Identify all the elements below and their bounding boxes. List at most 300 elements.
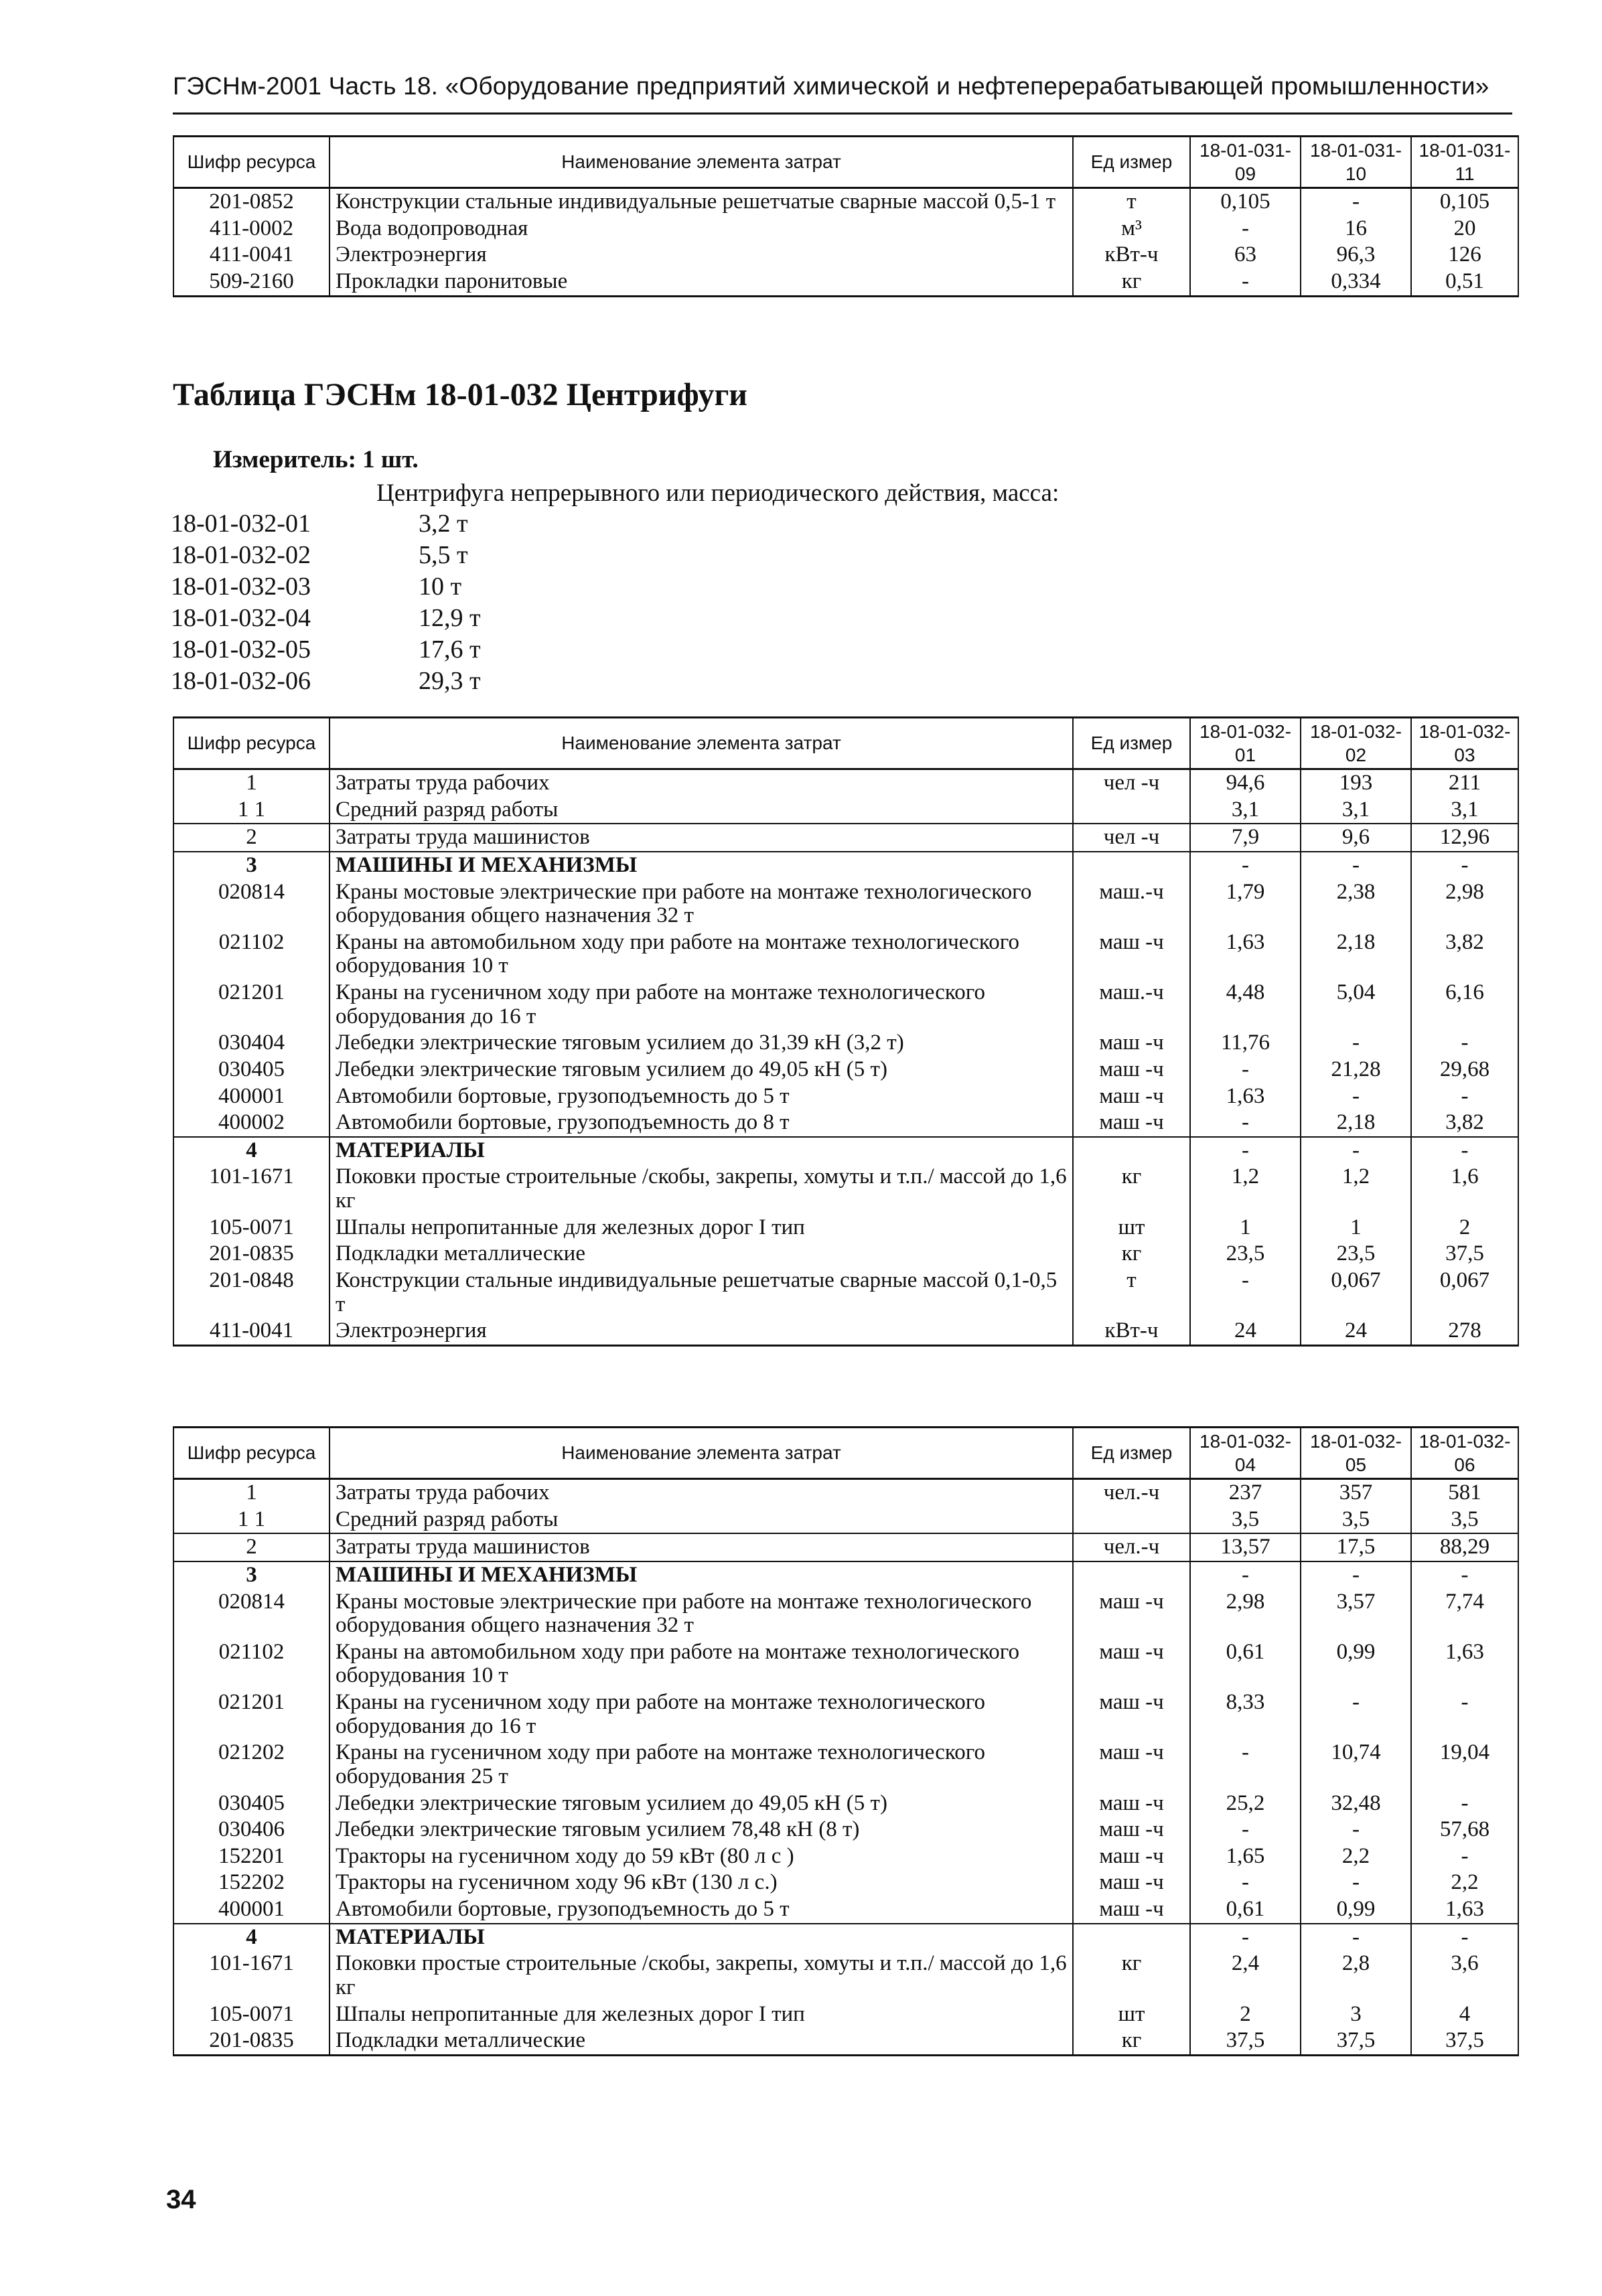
header-norm-code: 18-01-031-10 (1301, 137, 1411, 188)
norm-value: - (1190, 1109, 1301, 1137)
header-code: Шифр ресурса (173, 1428, 330, 1479)
resource-unit: т (1073, 1268, 1190, 1318)
resource-code: 021201 (173, 1689, 330, 1740)
resource-unit: маш -ч (1073, 1030, 1190, 1057)
norm-value: - (1301, 1137, 1411, 1164)
table-row (173, 852, 1518, 879)
resource-code: 400001 (173, 1083, 330, 1110)
header-norm-code: 18-01-032-04 (1190, 1428, 1301, 1479)
resource-name: Поковки простые строительные /скобы, закрепы, хомуты и т.п./ массой до 1,6 кг (330, 1950, 1073, 2001)
resource-code: 030405 (173, 1790, 330, 1817)
variant-mass: 29,3 т (419, 667, 481, 695)
norm-value: - (1190, 1817, 1301, 1843)
norm-value: 13,57 (1190, 1533, 1301, 1561)
norm-value: 4,48 (1190, 980, 1301, 1030)
resource-unit: маш -ч (1073, 1109, 1190, 1137)
norm-value: 2,18 (1301, 1109, 1411, 1137)
resource-unit: маш -ч (1073, 1689, 1190, 1740)
header-norm-code: 18-01-032-01 (1190, 718, 1301, 769)
variant-mass: 10 т (419, 572, 462, 601)
norm-value: 3,5 (1190, 1507, 1301, 1534)
resource-code: 509-2160 (173, 269, 330, 296)
resource-code: 1 1 (173, 1507, 330, 1534)
norm-value: 0,51 (1411, 269, 1518, 296)
resource-unit: чел -ч (1073, 769, 1190, 797)
table-row (173, 269, 1518, 296)
resource-name: Автомобили бортовые, грузоподъемность до 5 т (330, 1896, 1073, 1924)
resource-code: 411-0002 (173, 216, 330, 242)
norm-value: 126 (1411, 242, 1518, 269)
norm-value: 1,63 (1190, 929, 1301, 980)
norm-value: - (1190, 1740, 1301, 1790)
variant-code: 18-01-032-06 (171, 667, 311, 695)
table-row (173, 1268, 1518, 1318)
norm-value: 1,63 (1411, 1896, 1518, 1924)
resource-code: 030404 (173, 1030, 330, 1057)
resource-code: 021201 (173, 980, 330, 1030)
resource-unit: маш -ч (1073, 1869, 1190, 1896)
resource-name: Лебедки электрические тяговым усилием до 31,39 кН (3,2 т) (330, 1030, 1073, 1057)
resource-code: 1 (173, 769, 330, 797)
table-row (173, 1137, 1518, 1164)
resource-name: МАТЕРИАЛЫ (330, 1924, 1073, 1951)
resource-name: Затраты труда рабочих (330, 769, 1073, 797)
variant-item (171, 540, 481, 572)
table-row (173, 1843, 1518, 1870)
table-row (173, 1533, 1518, 1561)
norm-value: 32,48 (1301, 1790, 1411, 1817)
resource-unit: маш -ч (1073, 1639, 1190, 1689)
norm-value: 3,5 (1411, 1507, 1518, 1534)
table-row (173, 1507, 1518, 1534)
norm-value: - (1301, 1030, 1411, 1057)
header-norm-code: 18-01-031-09 (1190, 137, 1301, 188)
header-unit: Ед измер (1073, 137, 1190, 188)
resource-code: 1 (173, 1479, 330, 1507)
table-row (173, 2001, 1518, 2028)
resource-name: Подкладки металлические (330, 2027, 1073, 2055)
norm-value: - (1301, 1561, 1411, 1589)
norm-value: 3,1 (1301, 797, 1411, 824)
norm-value: 37,5 (1301, 2027, 1411, 2055)
norm-value: - (1301, 188, 1411, 216)
resource-unit: чел.-ч (1073, 1479, 1190, 1507)
resource-table-032-b (173, 1426, 1519, 2056)
resource-unit: чел.-ч (1073, 1533, 1190, 1561)
resource-name: МАТЕРИАЛЫ (330, 1137, 1073, 1164)
resource-name: Конструкции стальные индивидуальные решетчатые сварные массой 0,5-1 т (330, 188, 1073, 216)
resource-name: Электроэнергия (330, 242, 1073, 269)
resource-unit: маш -ч (1073, 1790, 1190, 1817)
norm-value: 1,63 (1190, 1083, 1301, 1110)
resource-name: Краны на гусеничном ходу при работе на монтаже технологического оборудования 25 т (330, 1740, 1073, 1790)
norm-value: - (1190, 1869, 1301, 1896)
norm-value: 8,33 (1190, 1689, 1301, 1740)
resource-code: 2 (173, 1533, 330, 1561)
norm-value: 24 (1190, 1318, 1301, 1345)
norm-value: 94,6 (1190, 769, 1301, 797)
norm-value: 16 (1301, 216, 1411, 242)
resource-code: 2 (173, 824, 330, 852)
variant-mass: 3,2 т (419, 510, 468, 538)
resource-name: Затраты труда машинистов (330, 1533, 1073, 1561)
norm-value: - (1190, 1057, 1301, 1083)
norm-value: 4 (1411, 2001, 1518, 2028)
resource-name: Лебедки электрические тяговым усилием до 49,05 кН (5 т) (330, 1057, 1073, 1083)
variant-code: 18-01-032-02 (171, 541, 311, 569)
norm-value: 1 (1301, 1215, 1411, 1241)
norm-value: 0,105 (1411, 188, 1518, 216)
resource-unit (1073, 797, 1190, 824)
resource-code: 030406 (173, 1817, 330, 1843)
resource-name: Шпалы непропитанные для железных дорог I тип (330, 2001, 1073, 2028)
meter-label: Измеритель: 1 шт. (213, 446, 419, 473)
resource-code: 1 1 (173, 797, 330, 824)
resource-unit (1073, 1924, 1190, 1951)
table-header-row (173, 137, 1518, 188)
table-row (173, 1639, 1518, 1689)
norm-value: 0,61 (1190, 1639, 1301, 1689)
norm-value: 37,5 (1411, 2027, 1518, 2055)
table-row (173, 824, 1518, 852)
norm-value: 11,76 (1190, 1030, 1301, 1057)
norm-value: 1,65 (1190, 1843, 1301, 1870)
table-row (173, 1479, 1518, 1507)
norm-value: - (1411, 1083, 1518, 1110)
table-row (173, 1083, 1518, 1110)
table-row (173, 1241, 1518, 1268)
resource-code: 400002 (173, 1109, 330, 1137)
norm-value: - (1411, 1790, 1518, 1817)
table-row (173, 2027, 1518, 2055)
norm-value: 5,04 (1301, 980, 1411, 1030)
table-row (173, 242, 1518, 269)
resource-unit: кВт-ч (1073, 1318, 1190, 1345)
resource-name: Тракторы на гусеничном ходу 96 кВт (130 л с.) (330, 1869, 1073, 1896)
resource-unit: маш -ч (1073, 1057, 1190, 1083)
resource-name: Краны на автомобильном ходу при работе на монтаже технологического оборудования 10 т (330, 929, 1073, 980)
resource-name: МАШИНЫ И МЕХАНИЗМЫ (330, 852, 1073, 879)
resource-code: 152201 (173, 1843, 330, 1870)
norm-value: 3 (1301, 2001, 1411, 2028)
norm-value: 0,067 (1411, 1268, 1518, 1318)
variant-item (171, 509, 481, 540)
resource-code: 201-0835 (173, 2027, 330, 2055)
resource-unit: маш -ч (1073, 1740, 1190, 1790)
resource-unit: маш.-ч (1073, 980, 1190, 1030)
norm-value: 6,16 (1411, 980, 1518, 1030)
resource-unit: кг (1073, 269, 1190, 296)
norm-value: 37,5 (1190, 2027, 1301, 2055)
resource-unit: кг (1073, 1241, 1190, 1268)
norm-value: 3,82 (1411, 1109, 1518, 1137)
norm-value: 0,99 (1301, 1639, 1411, 1689)
resource-unit (1073, 1561, 1190, 1589)
norm-value: - (1301, 1689, 1411, 1740)
resource-code: 021102 (173, 1639, 330, 1689)
resource-code: 201-0852 (173, 188, 330, 216)
norm-value: 24 (1301, 1318, 1411, 1345)
norm-value: 2,98 (1190, 1589, 1301, 1639)
header-name: Наименование элемента затрат (330, 718, 1073, 769)
norm-value: 2,98 (1411, 879, 1518, 929)
variant-item (171, 572, 481, 603)
variant-mass: 17,6 т (419, 635, 481, 664)
resource-unit: маш -ч (1073, 1843, 1190, 1870)
table-header-row (173, 1428, 1518, 1479)
norm-value: - (1301, 1924, 1411, 1951)
header-norm-code: 18-01-032-03 (1411, 718, 1518, 769)
norm-value: - (1190, 1924, 1301, 1951)
variant-list (171, 509, 481, 698)
page-number: 34 (166, 2185, 196, 2214)
norm-value: 9,6 (1301, 824, 1411, 852)
table-row (173, 216, 1518, 242)
variant-code: 18-01-032-01 (171, 510, 311, 538)
header-name: Наименование элемента затрат (330, 137, 1073, 188)
norm-value: 1,6 (1411, 1164, 1518, 1214)
norm-value: - (1411, 1137, 1518, 1164)
norm-value: - (1411, 1689, 1518, 1740)
resource-code: 411-0041 (173, 242, 330, 269)
norm-value: 12,96 (1411, 824, 1518, 852)
resource-code: 400001 (173, 1896, 330, 1924)
norm-value: - (1301, 852, 1411, 879)
norm-value: 237 (1190, 1479, 1301, 1507)
table-title: Таблица ГЭСНм 18-01-032 Центрифуги (173, 377, 747, 412)
norm-value: 2,38 (1301, 879, 1411, 929)
table-row (173, 188, 1518, 216)
norm-value: 2,2 (1301, 1843, 1411, 1870)
norm-value: 2 (1190, 2001, 1301, 2028)
norm-value: 57,68 (1411, 1817, 1518, 1843)
norm-value: 1 (1190, 1215, 1301, 1241)
norm-value: - (1190, 269, 1301, 296)
table-row (173, 1924, 1518, 1951)
variant-item (171, 603, 481, 635)
resource-name: Средний разряд работы (330, 1507, 1073, 1534)
resource-unit: маш -ч (1073, 1896, 1190, 1924)
resource-name: Тракторы на гусеничном ходу до 59 кВт (80 л с ) (330, 1843, 1073, 1870)
resource-name: Затраты труда машинистов (330, 824, 1073, 852)
table-row (173, 797, 1518, 824)
resource-code: 101-1671 (173, 1950, 330, 2001)
resource-code: 021102 (173, 929, 330, 980)
resource-unit: маш.-ч (1073, 879, 1190, 929)
norm-value: 19,04 (1411, 1740, 1518, 1790)
resource-code: 4 (173, 1137, 330, 1164)
norm-value: 278 (1411, 1318, 1518, 1345)
norm-value: 1,63 (1411, 1639, 1518, 1689)
variant-code: 18-01-032-03 (171, 572, 311, 601)
resource-unit: кг (1073, 1164, 1190, 1214)
variant-mass: 12,9 т (419, 604, 481, 632)
table-row (173, 1164, 1518, 1214)
resource-code: 021202 (173, 1740, 330, 1790)
norm-value: 1,2 (1190, 1164, 1301, 1214)
norm-value: - (1301, 1869, 1411, 1896)
norm-value: 357 (1301, 1479, 1411, 1507)
resource-name: Средний разряд работы (330, 797, 1073, 824)
header-code: Шифр ресурса (173, 137, 330, 188)
resource-name: Затраты труда рабочих (330, 1479, 1073, 1507)
norm-value: 2,4 (1190, 1950, 1301, 2001)
header-norm-code: 18-01-031-11 (1411, 137, 1518, 188)
resource-name: Шпалы непропитанные для железных дорог I тип (330, 1215, 1073, 1241)
norm-value: 2 (1411, 1215, 1518, 1241)
variant-code: 18-01-032-05 (171, 635, 311, 664)
resource-name: Краны мостовые электрические при работе на монтаже технологического оборудования общего назначения 32 т (330, 1589, 1073, 1639)
header-norm-code: 18-01-032-05 (1301, 1428, 1411, 1479)
norm-value: 0,105 (1190, 188, 1301, 216)
norm-value: - (1301, 1083, 1411, 1110)
resource-unit: маш -ч (1073, 1817, 1190, 1843)
norm-value: 37,5 (1411, 1241, 1518, 1268)
norm-value: - (1411, 1843, 1518, 1870)
norm-value: 3,6 (1411, 1950, 1518, 2001)
header-name: Наименование элемента затрат (330, 1428, 1073, 1479)
resource-name: Автомобили бортовые, грузоподъемность до 8 т (330, 1109, 1073, 1137)
table-row (173, 769, 1518, 797)
resource-name: Электроэнергия (330, 1318, 1073, 1345)
norm-value: 2,18 (1301, 929, 1411, 980)
resource-name: Краны мостовые электрические при работе на монтаже технологического оборудования общего назначения 32 т (330, 879, 1073, 929)
resource-unit: кг (1073, 1950, 1190, 2001)
norm-value: 20 (1411, 216, 1518, 242)
table-row (173, 929, 1518, 980)
resource-name: Прокладки паронитовые (330, 269, 1073, 296)
resource-unit: маш -ч (1073, 929, 1190, 980)
table-row (173, 980, 1518, 1030)
norm-value: 193 (1301, 769, 1411, 797)
resource-code: 101-1671 (173, 1164, 330, 1214)
resource-name: Лебедки электрические тяговым усилием до 49,05 кН (5 т) (330, 1790, 1073, 1817)
resource-unit: кг (1073, 2027, 1190, 2055)
norm-value: - (1411, 1924, 1518, 1951)
resource-unit: маш -ч (1073, 1589, 1190, 1639)
norm-value: 25,2 (1190, 1790, 1301, 1817)
norm-value: 63 (1190, 242, 1301, 269)
variant-code: 18-01-032-04 (171, 604, 311, 632)
resource-unit: шт (1073, 1215, 1190, 1241)
equipment-description: Центрифуга непрерывного или периодического действия, масса: (376, 479, 1060, 507)
norm-value: 21,28 (1301, 1057, 1411, 1083)
table-header-row (173, 718, 1518, 769)
norm-value: 0,61 (1190, 1896, 1301, 1924)
resource-table-032-a (173, 716, 1519, 1347)
resource-code: 105-0071 (173, 1215, 330, 1241)
resource-name: Лебедки электрические тяговым усилием 78,48 кН (8 т) (330, 1817, 1073, 1843)
resource-code: 030405 (173, 1057, 330, 1083)
resource-unit: т (1073, 188, 1190, 216)
table-row (173, 1790, 1518, 1817)
resource-code: 105-0071 (173, 2001, 330, 2028)
norm-value: 96,3 (1301, 242, 1411, 269)
norm-value: 7,74 (1411, 1589, 1518, 1639)
norm-value: - (1411, 852, 1518, 879)
table-row (173, 1030, 1518, 1057)
norm-value: 3,1 (1411, 797, 1518, 824)
resource-unit: шт (1073, 2001, 1190, 2028)
resource-code: 201-0848 (173, 1268, 330, 1318)
norm-value: 23,5 (1190, 1241, 1301, 1268)
resource-code: 3 (173, 1561, 330, 1589)
table-row (173, 1817, 1518, 1843)
table-row (173, 1950, 1518, 2001)
header-unit: Ед измер (1073, 1428, 1190, 1479)
resource-unit: м³ (1073, 216, 1190, 242)
norm-value: 23,5 (1301, 1241, 1411, 1268)
resource-name: Вода водопроводная (330, 216, 1073, 242)
resource-name: Поковки простые строительные /скобы, закрепы, хомуты и т.п./ массой до 1,6 кг (330, 1164, 1073, 1214)
norm-value: 1,79 (1190, 879, 1301, 929)
table-row (173, 1318, 1518, 1345)
resource-code: 201-0835 (173, 1241, 330, 1268)
norm-value: 0,334 (1301, 269, 1411, 296)
table-row (173, 1689, 1518, 1740)
resource-unit: чел -ч (1073, 824, 1190, 852)
variant-item (171, 635, 481, 666)
norm-value: - (1190, 852, 1301, 879)
header-code: Шифр ресурса (173, 718, 330, 769)
resource-code: 411-0041 (173, 1318, 330, 1345)
norm-value: 0,99 (1301, 1896, 1411, 1924)
norm-value: 2,8 (1301, 1950, 1411, 2001)
resource-name: Автомобили бортовые, грузоподъемность до 5 т (330, 1083, 1073, 1110)
norm-value: - (1190, 216, 1301, 242)
resource-name: Краны на гусеничном ходу при работе на монтаже технологического оборудования до 16 т (330, 980, 1073, 1030)
norm-value: 29,68 (1411, 1057, 1518, 1083)
variant-mass: 5,5 т (419, 541, 468, 569)
norm-value: 1,2 (1301, 1164, 1411, 1214)
header-unit: Ед измер (1073, 718, 1190, 769)
resource-code: 3 (173, 852, 330, 879)
table-row (173, 1109, 1518, 1137)
norm-value: 0,067 (1301, 1268, 1411, 1318)
norm-value: 7,9 (1190, 824, 1301, 852)
norm-value: 3,57 (1301, 1589, 1411, 1639)
norm-value: 88,29 (1411, 1533, 1518, 1561)
resource-name: Подкладки металлические (330, 1241, 1073, 1268)
norm-value: 10,74 (1301, 1740, 1411, 1790)
resource-code: 4 (173, 1924, 330, 1951)
resource-code: 020814 (173, 1589, 330, 1639)
norm-value: 3,1 (1190, 797, 1301, 824)
table-row (173, 1561, 1518, 1589)
table-row (173, 1589, 1518, 1639)
resource-name: Краны на гусеничном ходу при работе на монтаже технологического оборудования до 16 т (330, 1689, 1073, 1740)
resource-unit: маш -ч (1073, 1083, 1190, 1110)
norm-value: 3,82 (1411, 929, 1518, 980)
norm-value: - (1190, 1268, 1301, 1318)
norm-value: 581 (1411, 1479, 1518, 1507)
resource-code: 020814 (173, 879, 330, 929)
resource-name: Краны на автомобильном ходу при работе на монтаже технологического оборудования 10 т (330, 1639, 1073, 1689)
header-norm-code: 18-01-032-06 (1411, 1428, 1518, 1479)
table-row (173, 1896, 1518, 1924)
norm-value: - (1190, 1137, 1301, 1164)
resource-table-031 (173, 135, 1519, 297)
resource-unit (1073, 1507, 1190, 1534)
resource-name: МАШИНЫ И МЕХАНИЗМЫ (330, 1561, 1073, 1589)
norm-value: - (1411, 1561, 1518, 1589)
table-row (173, 1740, 1518, 1790)
resource-code: 152202 (173, 1869, 330, 1896)
norm-value: - (1411, 1030, 1518, 1057)
page-header: ГЭСНм-2001 Часть 18. «Оборудование предприятий химической и нефтеперерабатывающей промышленности» (173, 72, 1512, 114)
norm-value: 2,2 (1411, 1869, 1518, 1896)
norm-value: 3,5 (1301, 1507, 1411, 1534)
